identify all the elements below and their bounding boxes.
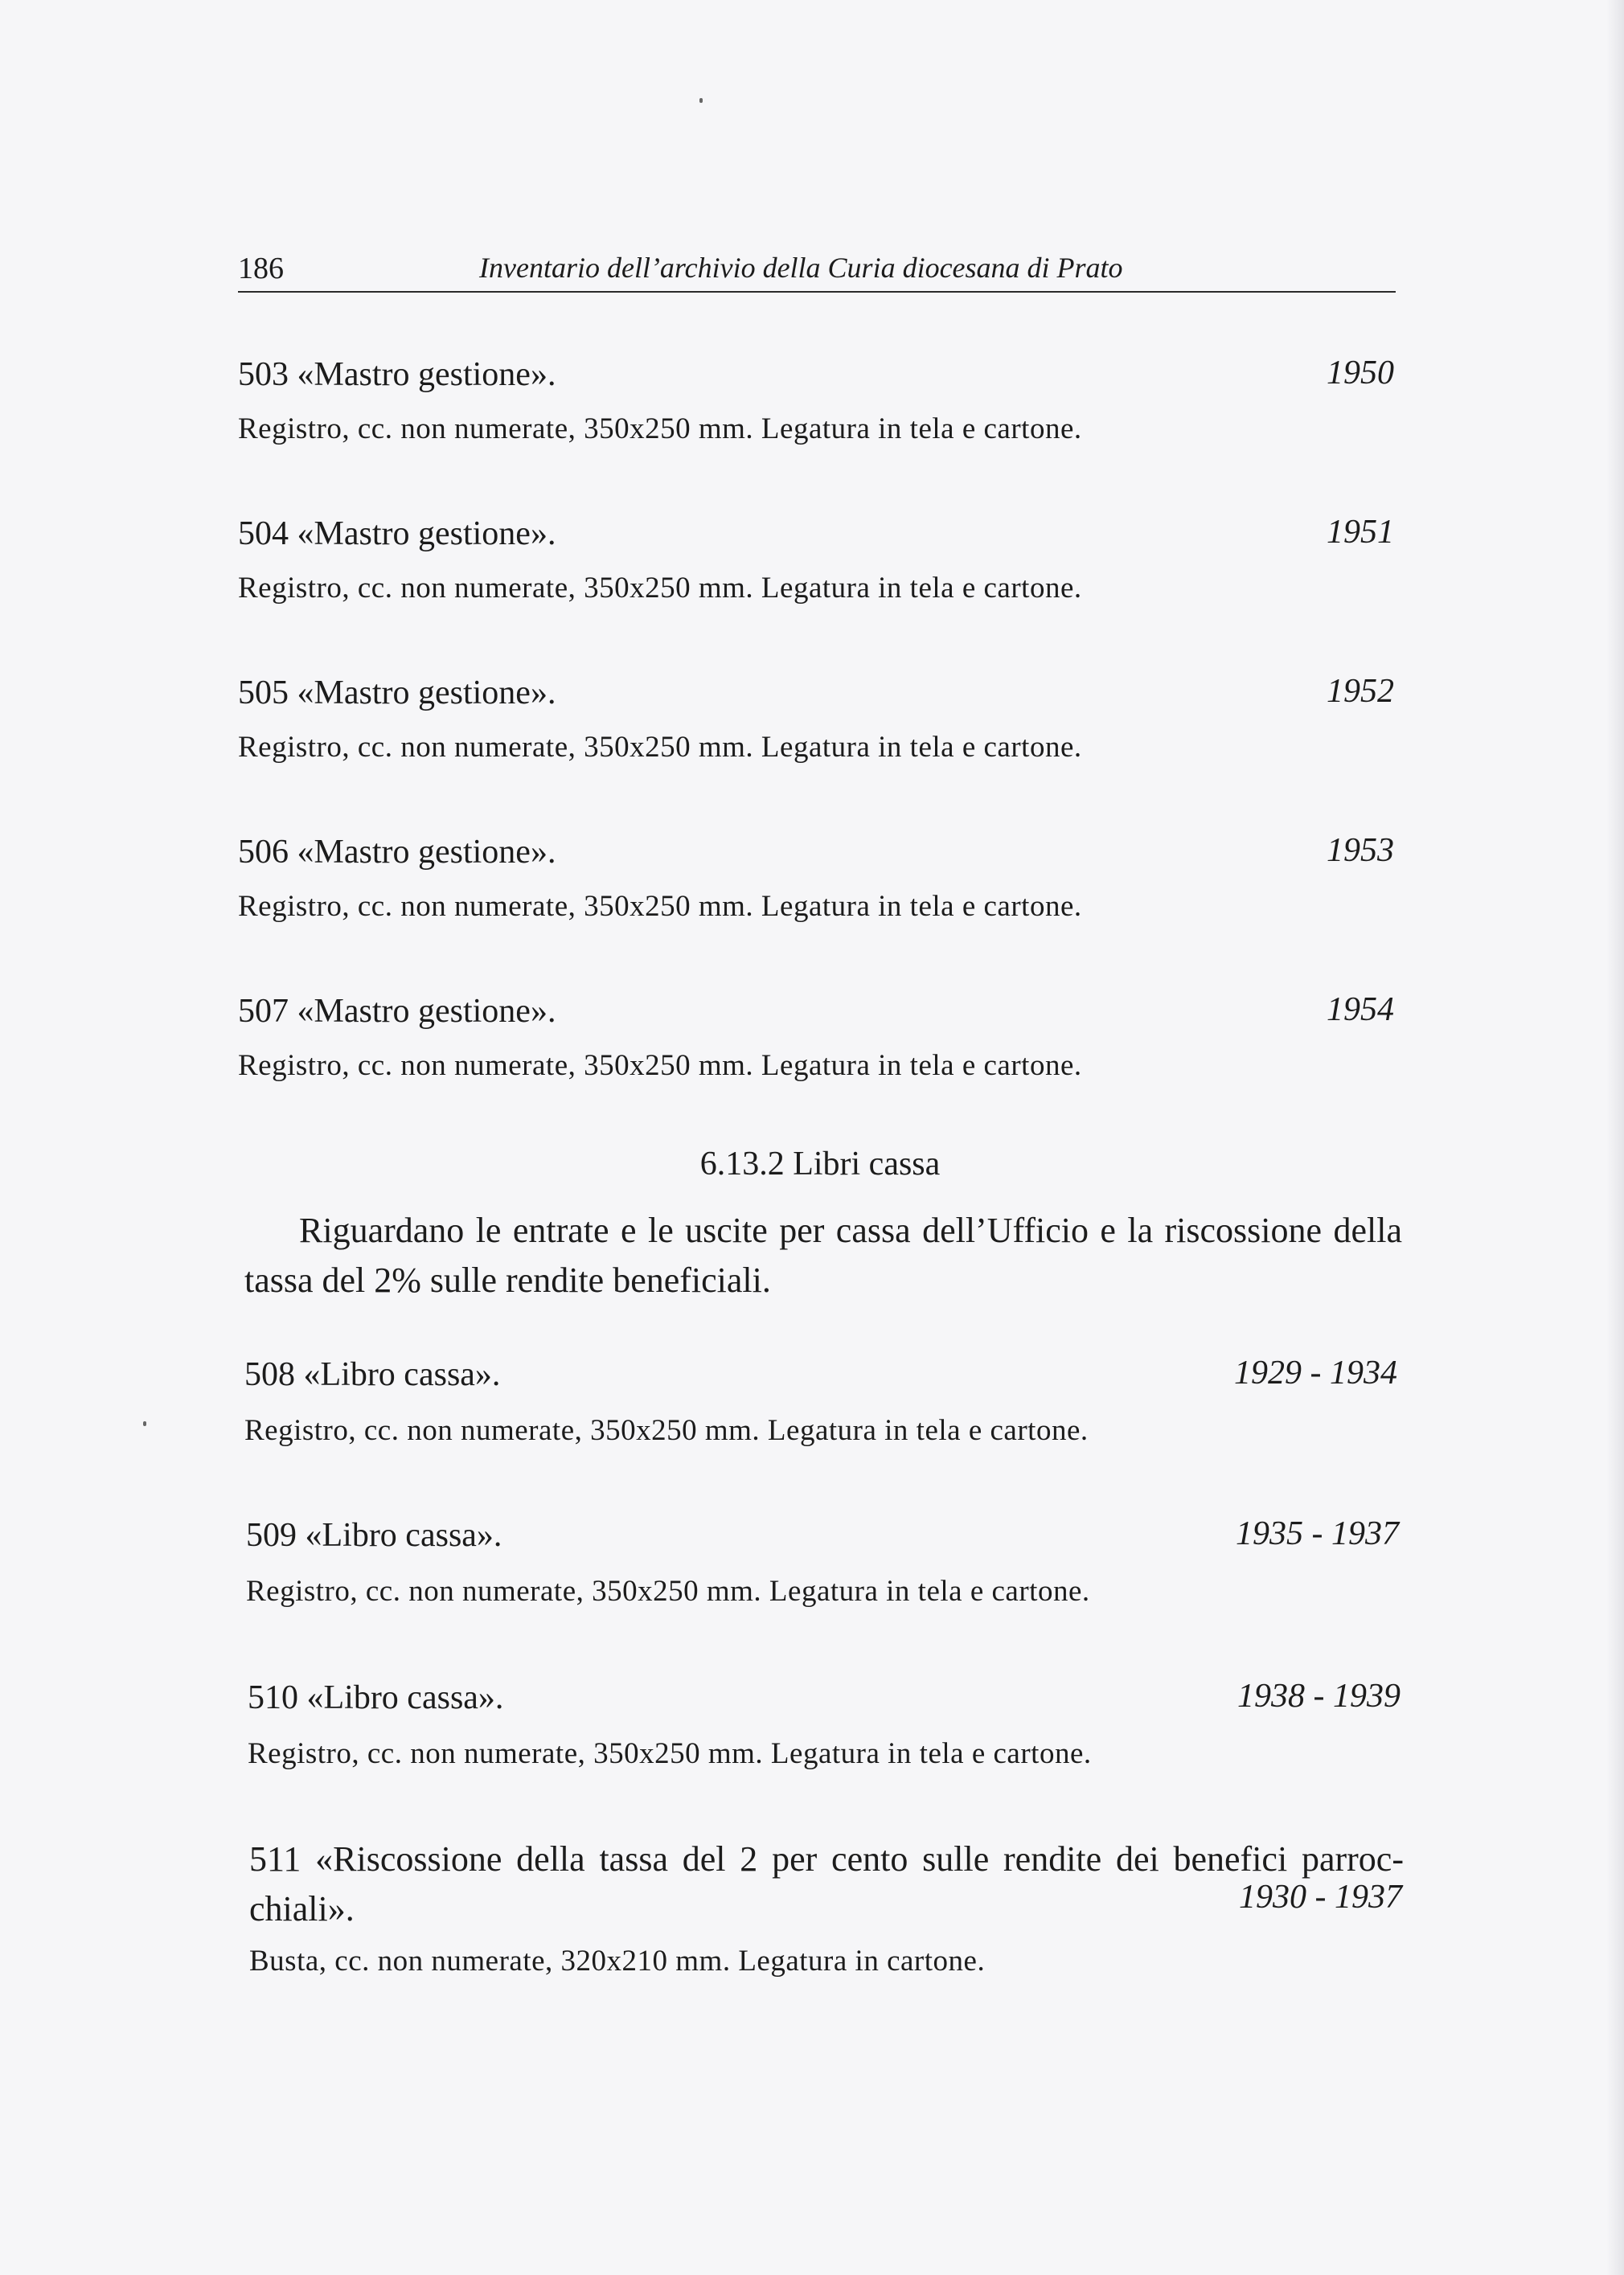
entry-title: 506 «Mastro gestione». [238,834,556,871]
entry-date: 1951 [1327,514,1394,551]
section-heading: 6.13.2 Libri cassa [699,1146,941,1183]
entry-date: 1938 - 1939 [1237,1678,1400,1715]
entry-date: 1935 - 1937 [1236,1515,1399,1552]
entry-description: Registro, cc. non numerate, 350x250 mm. Legatura in tela e cartone. [248,1737,1092,1770]
page-edge-shadow [1606,0,1624,2275]
entry-description: Registro, cc. non numerate, 350x250 mm. Legatura in tela e cartone. [238,1049,1082,1082]
entry-description: Registro, cc. non numerate, 350x250 mm. Legatura in tela e cartone. [238,412,1082,445]
entry-description: Registro, cc. non numerate, 350x250 mm. Legatura in tela e cartone. [238,731,1082,764]
entry-title-long [249,1834,1404,1934]
entry-date: 1950 [1327,355,1394,391]
running-title: Inventario dell’archivio della Curia diocesana di Prato [479,252,1123,284]
entry-date: 1953 [1327,832,1394,869]
entry-title: 510 «Libro cassa». [248,1679,504,1716]
entry-description: Registro, cc. non numerate, 350x250 mm. Legatura in tela e cartone. [244,1414,1089,1447]
entry-title: 505 «Mastro gestione». [238,674,556,711]
page-number: 186 [238,252,284,285]
entry-title: 507 «Mastro gestione». [238,993,556,1030]
entry-date: 1930 - 1937 [1239,1879,1402,1916]
entry-description: Registro, cc. non numerate, 350x250 mm. Legatura in tela e cartone. [238,572,1082,605]
scan-speck [143,1421,146,1426]
entry-title-line-1: 511 «Riscossione della tassa del 2 per cento sulle rendite dei benefici parroc- [249,1839,1404,1879]
entry-description: Registro, cc. non numerate, 350x250 mm. Legatura in tela e cartone. [246,1575,1090,1608]
entry-date: 1952 [1327,673,1394,710]
entry-title: 503 «Mastro gestione». [238,356,556,393]
entry-description: Registro, cc. non numerate, 350x250 mm. Legatura in tela e cartone. [238,890,1082,923]
page-header [238,251,1396,293]
entry-title: 504 «Mastro gestione». [238,515,556,552]
entry-title: 509 «Libro cassa». [246,1517,502,1554]
section-intro-text: Riguardano le entrate e le uscite per cassa dell’Ufficio e la riscossione della tassa del 2% sulle rendite beneficiali. [244,1211,1402,1300]
entry-title-line-2: chiali». [249,1889,355,1929]
entry-description: Busta, cc. non numerate, 320x210 mm. Legatura in cartone. [249,1945,986,1978]
entry-date: 1954 [1327,991,1394,1028]
entry-date: 1929 - 1934 [1234,1355,1397,1392]
scan-speck [699,98,703,103]
entry-title: 508 «Libro cassa». [244,1356,501,1393]
